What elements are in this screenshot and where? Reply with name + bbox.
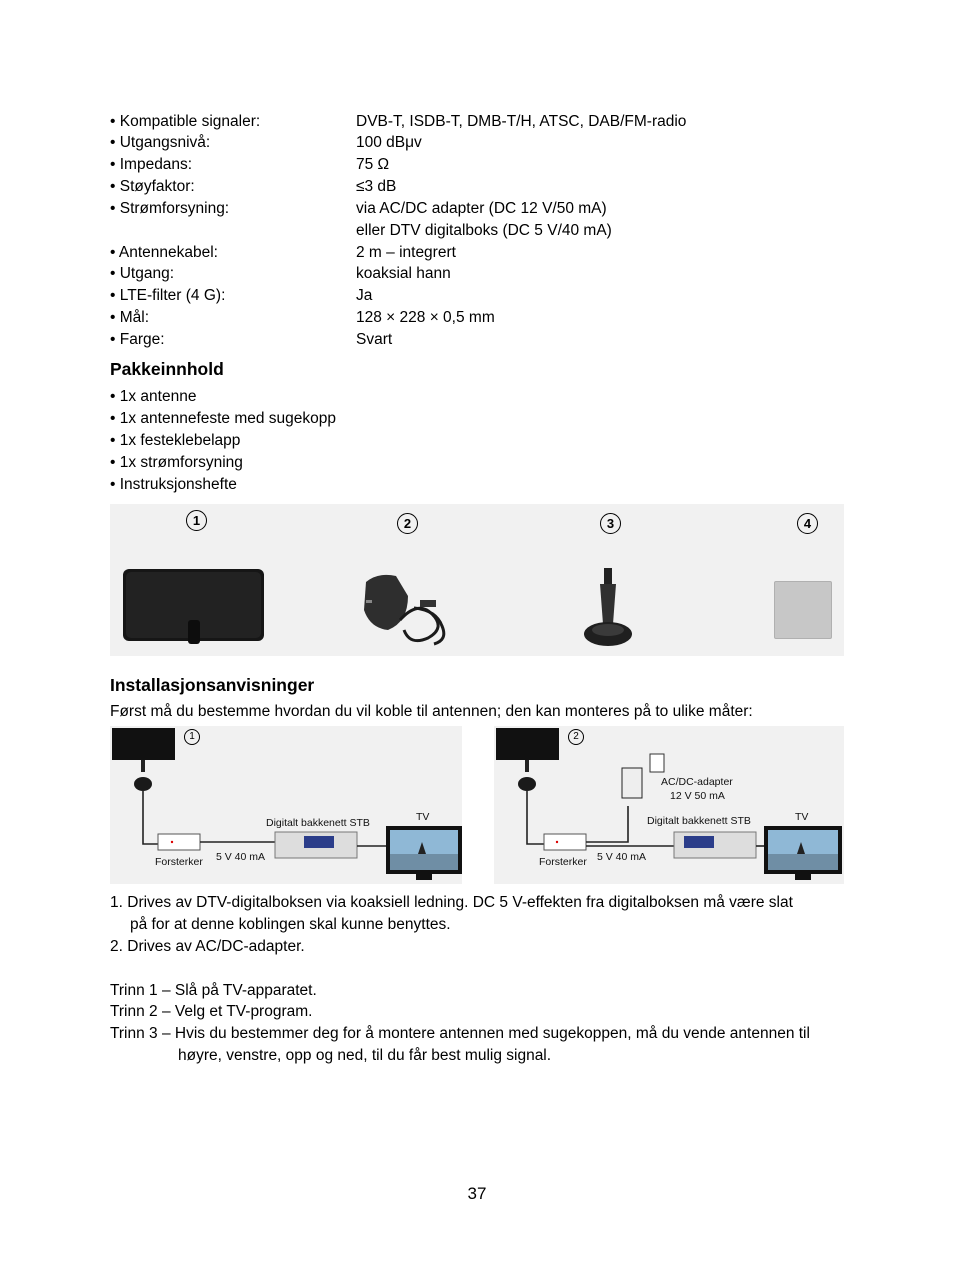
spec-label: • LTE-filter (4 G): <box>110 287 226 304</box>
numbered-item-2 <box>110 936 305 958</box>
tv-label: TV <box>416 811 430 823</box>
spec-value: 2 m – integrert <box>356 244 456 261</box>
suction-mount-image <box>580 566 640 652</box>
step-3-cont: høyre, venstre, opp og ned, til du får best mulig signal. <box>178 1047 552 1064</box>
spec-label: • Kompatible signaler: <box>110 113 261 130</box>
package-list <box>110 386 336 496</box>
install-intro: Først må du bestemme hvordan du vil koble til antennen; den kan monteres på to ulike måter: <box>110 703 753 720</box>
spec-row <box>110 111 810 133</box>
step-1: Trinn 1 – Slå på TV-apparatet. <box>110 982 317 999</box>
spec-value: DVB-T, ISDB-T, DMB-T/H, ATSC, DAB/FM-radio <box>356 113 687 130</box>
spec-label: • Impedans: <box>110 156 193 173</box>
spec-row <box>110 220 810 242</box>
spec-row <box>110 285 810 307</box>
adapter-label-line1: AC/DC-adapter <box>661 776 733 788</box>
spec-value: 100 dBμv <box>356 134 422 151</box>
spec-value: via AC/DC adapter (DC 12 V/50 mA) <box>356 200 607 217</box>
list-item: • 1x antennefeste med sugekopp <box>110 410 337 427</box>
spec-label: • Utgangsnivå: <box>110 134 211 151</box>
numbered-item-1 <box>110 892 793 914</box>
antenna-image <box>122 568 266 650</box>
item-number: 2 <box>397 513 418 534</box>
adhesive-pad-image <box>774 581 832 639</box>
connection-diagram-2 <box>494 726 844 884</box>
spec-label: • Antennekabel: <box>110 244 218 261</box>
tv-label: TV <box>795 811 809 823</box>
page-number: 37 <box>467 1184 487 1203</box>
stb-label: Digitalt bakkenett STB <box>266 817 370 829</box>
adapter-label-line2: 12 V 50 mA <box>670 790 725 802</box>
install-heading: Installasjonsanvisninger <box>110 675 315 695</box>
spec-row <box>110 198 810 220</box>
power-label: 5 V 40 mA <box>216 851 266 863</box>
item-number: 4 <box>797 513 818 534</box>
spec-row <box>110 154 810 176</box>
spec-label: • Mål: <box>110 309 150 326</box>
amplifier-label: Forsterker <box>539 856 587 868</box>
spec-label: • Utgang: <box>110 265 175 282</box>
spec-value: Ja <box>356 287 373 304</box>
package-photos <box>110 504 844 656</box>
list-item: • Instruksjonshefte <box>110 476 237 493</box>
diagram-number: 1 <box>184 729 200 745</box>
stb-label: Digitalt bakkenett STB <box>647 815 751 827</box>
spec-value: 128 × 228 × 0,5 mm <box>356 309 495 326</box>
power-adapter-image <box>358 570 458 650</box>
spec-value: 75 Ω <box>356 156 390 173</box>
spec-label: • Farge: <box>110 331 165 348</box>
item-number: 2. <box>110 938 123 955</box>
item-number: 1. <box>110 894 123 911</box>
numbered-item-1-cont: på for at denne koblingen skal kunne benyttes. <box>130 916 451 933</box>
item-text: Drives av DTV-digitalboksen via koaksiell ledning. DC 5 V-effekten fra digitalboksen må være slat <box>127 894 793 911</box>
spec-label: • Støyfaktor: <box>110 178 195 195</box>
item-number: 1 <box>186 510 207 531</box>
spec-row <box>110 329 810 351</box>
package-heading: Pakkeinnhold <box>110 359 224 379</box>
item-number: 3 <box>600 513 621 534</box>
list-item: • 1x strømforsyning <box>110 454 243 471</box>
spec-value: eller DTV digitalboks (DC 5 V/40 mA) <box>356 222 612 239</box>
item-text: Drives av AC/DC-adapter. <box>127 938 305 955</box>
list-item: • 1x festeklebelapp <box>110 432 241 449</box>
spec-value: Svart <box>356 331 393 348</box>
step-3: Trinn 3 – Hvis du bestemmer deg for å montere antennen med sugekoppen, må du vende antennen til <box>110 1025 810 1042</box>
power-label: 5 V 40 mA <box>597 851 647 863</box>
amplifier-label: Forsterker <box>155 856 203 868</box>
spec-row <box>110 176 810 198</box>
spec-value: koaksial hann <box>356 265 451 282</box>
spec-row <box>110 132 810 154</box>
diagram-number: 2 <box>568 729 584 745</box>
spec-label: • Strømforsyning: <box>110 200 230 217</box>
spec-row <box>110 263 810 285</box>
step-2: Trinn 2 – Velg et TV-program. <box>110 1003 313 1020</box>
spec-value: ≤3 dB <box>356 178 397 195</box>
connection-diagram-1 <box>110 726 462 884</box>
list-item: • 1x antenne <box>110 388 197 405</box>
spec-row <box>110 242 810 264</box>
spec-row <box>110 307 810 329</box>
